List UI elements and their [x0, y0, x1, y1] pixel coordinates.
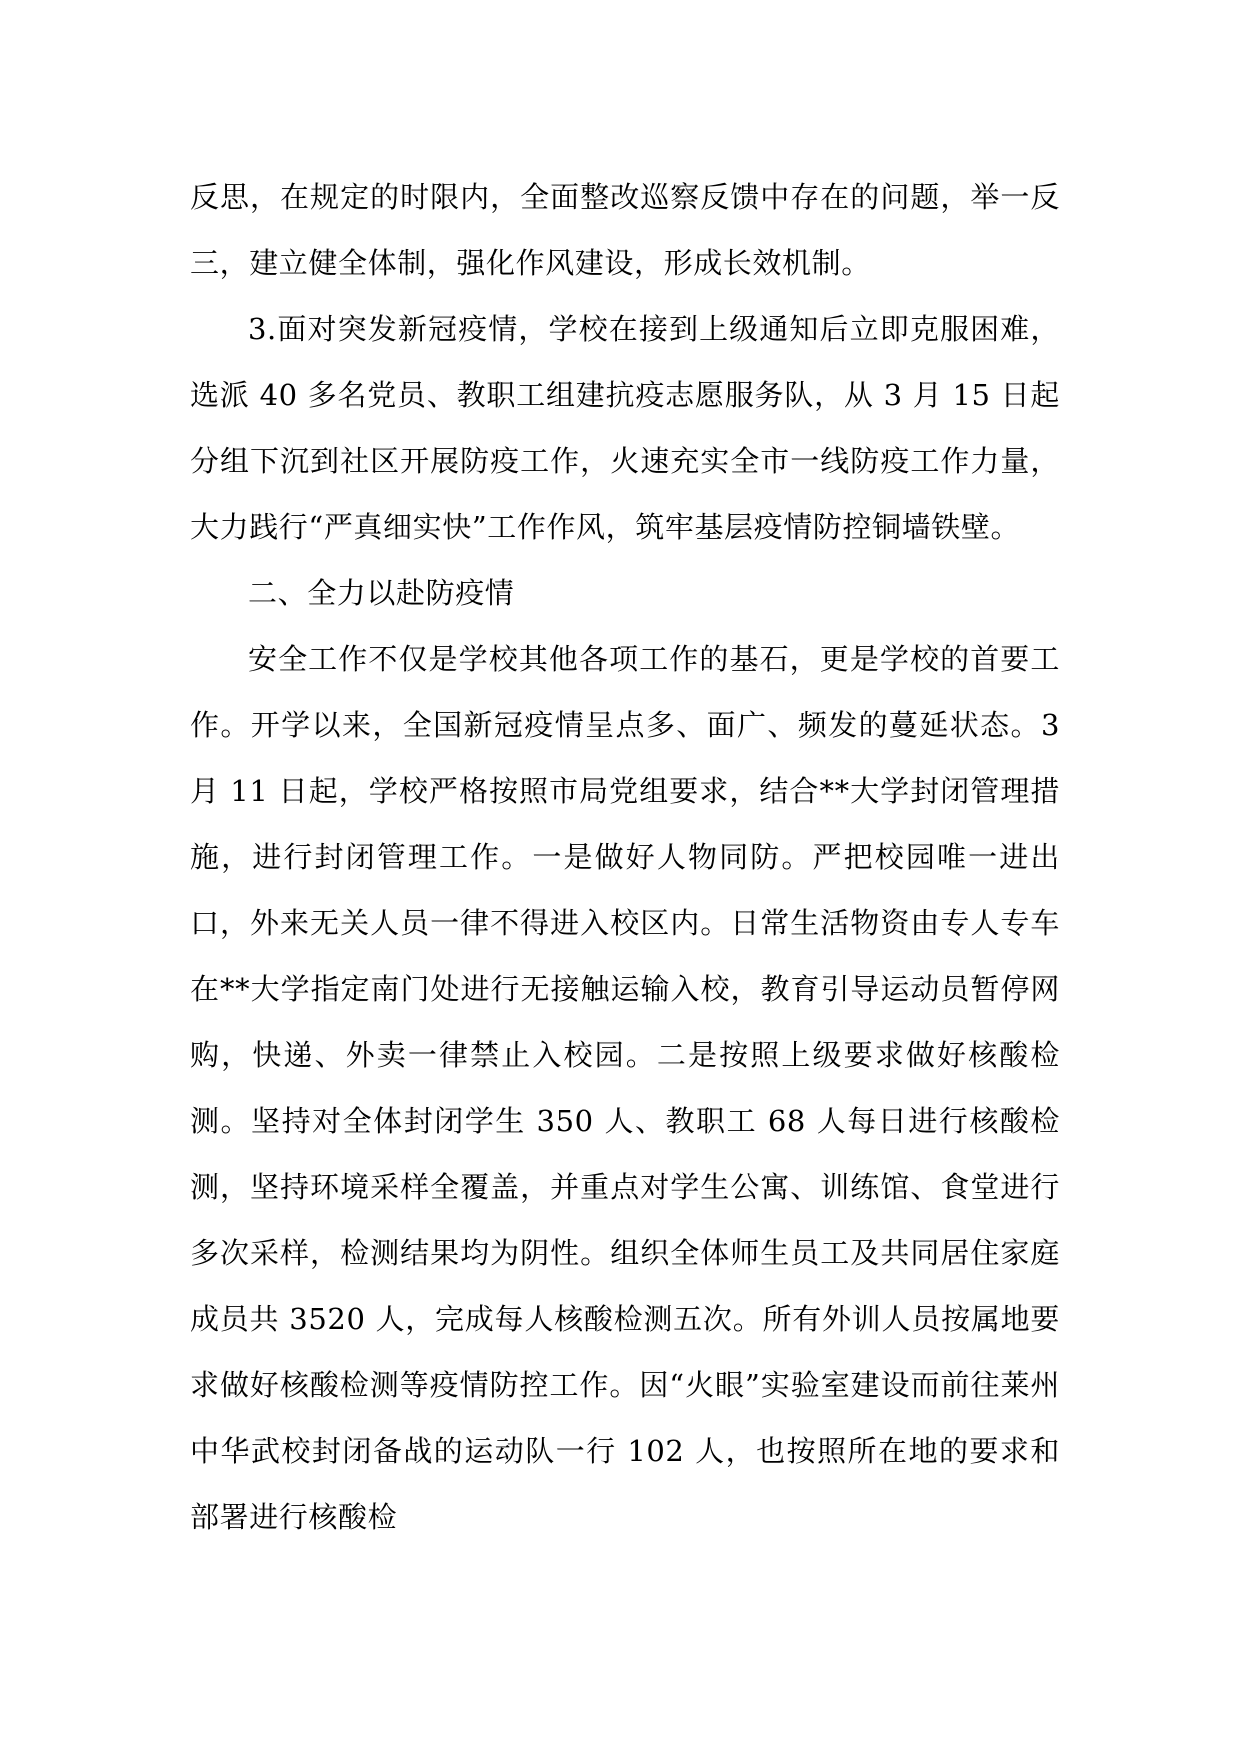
paragraph-rectification-continuation: 反思，在规定的时限内，全面整改巡察反馈中存在的问题，举一反三，建立健全体制，强化作风建设，形成长效机制。	[190, 180, 1060, 280]
paragraph-safety-work: 安全工作不仅是学校其他各项工作的基石，更是学校的首要工作。开学以来，全国新冠疫情呈点多、面广、频发的蔓延状态。3 月 11 日起，学校严格按照市局党组要求，结合**大学封闭管理措施，进行封闭管理工作。一是做好人物同防。严把校园唯一进出口，外来无关人员一律不得进入校区内。日常生活物资由专人专车在**大学指定南门处进行无接触运输入校，教育引导运动员暂停网购，快递、外卖一律禁止入校园。二是按照上级要求做好核酸检测。坚持对全体封闭学生 350 人、教职工 68 人每日进行核酸检测，坚持环境采样全覆盖，并重点对学生公寓、训练馆、食堂进行多次采样，检测结果均为阴性。组织全体师生员工及共同居住家庭成员共 3520 人，完成每人核酸检测五次。所有外训人员按属地要求做好核酸检测等疫情防控工作。因“火眼”实验室建设而前往莱州中华武校封闭备战的运动队一行 102 人，也按照所在地的要求和部署进行核酸检	[190, 642, 1060, 1534]
section-heading-epidemic-prevention: 二、全力以赴防疫情	[248, 576, 515, 610]
paragraph-volunteer-service: 3.面对突发新冠疫情，学校在接到上级通知后立即克服困难，选派 40 多名党员、教职工组建抗疫志愿服务队，从 3 月 15 日起分组下沉到社区开展防疫工作，火速充实全市一线防疫工作力量，大力践行“严真细实快”工作作风，筑牢基层疫情防控铜墙铁壁。	[190, 312, 1060, 544]
document-body	[190, 164, 1060, 1550]
